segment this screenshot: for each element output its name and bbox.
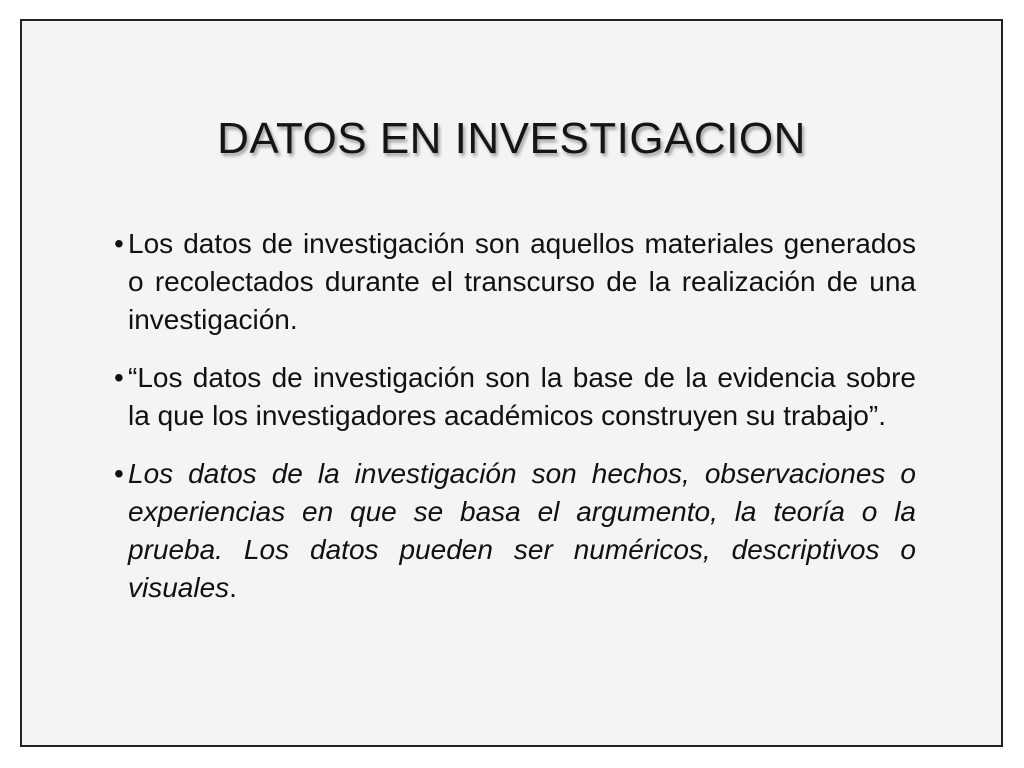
bullet-list [114, 225, 916, 627]
slide-title: DATOS EN INVESTIGACION [217, 114, 806, 163]
bullet-marker: • [114, 228, 124, 259]
bullet-text: Los datos de investigación son aquellos materiales generados o recolectados durante el transcurso de la realización de una investigación. [128, 228, 916, 335]
bullet-item [114, 225, 916, 339]
bullet-marker: • [114, 362, 124, 393]
slide [20, 19, 1003, 747]
bullet-item [114, 359, 916, 435]
bullet-tail: . [229, 572, 237, 603]
bullet-marker: • [114, 458, 124, 489]
bullet-text: Los datos de la investigación son hechos, observaciones o experiencias en que se basa el argumento, la teoría o la prueba. Los datos pueden ser numéricos, descriptivos o visuales [128, 458, 916, 603]
bullet-item [114, 455, 916, 607]
bullet-text: “Los datos de investigación son la base de la evidencia sobre la que los investigadores académicos construyen su trabajo”. [128, 362, 916, 431]
